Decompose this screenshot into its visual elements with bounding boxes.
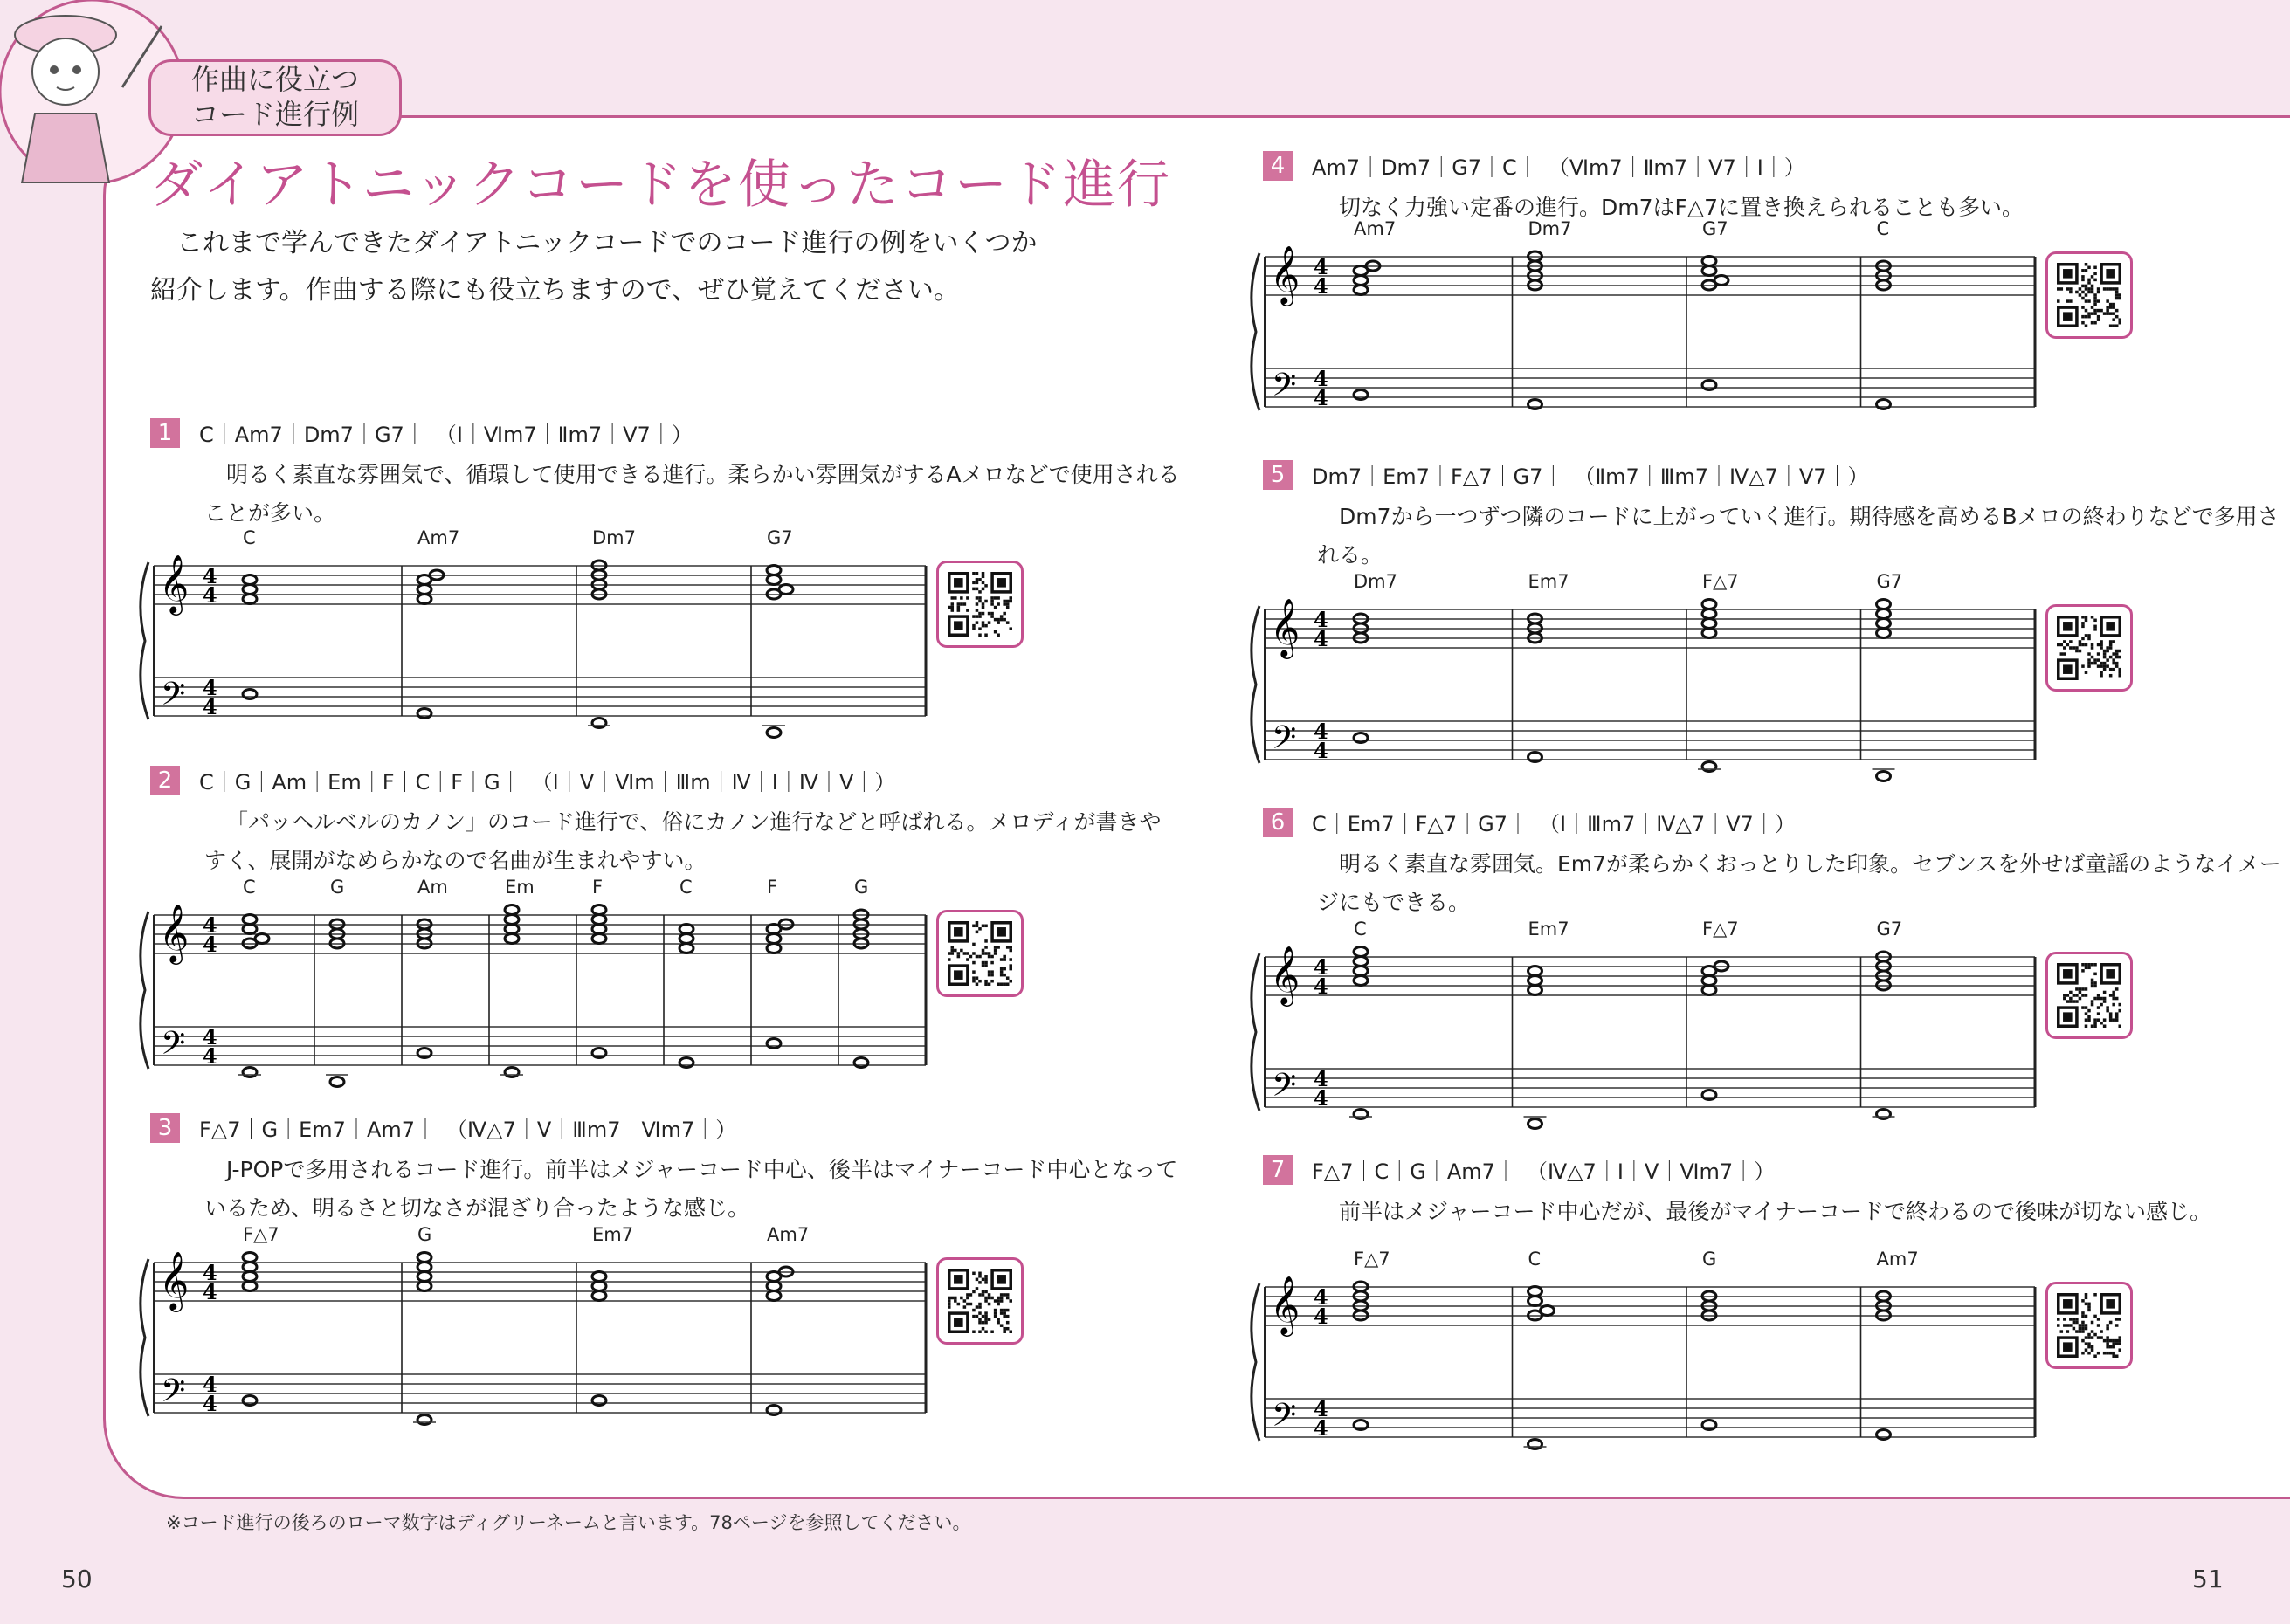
section-number-badge: 4 xyxy=(1263,151,1293,181)
qr-code-icon[interactable] xyxy=(2045,251,2133,339)
treble-note xyxy=(1877,619,1891,629)
treble-note xyxy=(243,575,257,585)
time-signature-bottom: 4 xyxy=(1314,1304,1328,1329)
time-signature-bottom: 4 xyxy=(1314,1415,1328,1441)
time-signature-top: 4 xyxy=(1314,1284,1328,1310)
section-number-badge: 5 xyxy=(1263,460,1293,490)
chord-label: G7 xyxy=(1876,571,1903,592)
treble-note xyxy=(679,925,693,934)
treble-note xyxy=(243,595,257,604)
time-signature-top: 4 xyxy=(1314,366,1328,391)
bass-note xyxy=(1702,1091,1716,1100)
bass-clef-icon: 𝄢 xyxy=(161,676,186,720)
chord-label: Em7 xyxy=(1528,919,1569,939)
time-signature-top: 4 xyxy=(1314,1396,1328,1421)
treble-note xyxy=(1702,619,1716,629)
treble-note xyxy=(1354,957,1368,967)
treble-note xyxy=(592,1291,606,1301)
chord-label: C xyxy=(1528,1249,1542,1270)
treble-note xyxy=(1528,986,1542,995)
treble-note xyxy=(592,925,606,934)
section-header xyxy=(1263,1154,1775,1184)
chord-label: G xyxy=(417,1224,432,1245)
bass-note xyxy=(592,719,606,728)
time-signature-top: 4 xyxy=(1314,607,1328,632)
grand-staff xyxy=(1244,1256,2040,1448)
section-header xyxy=(150,417,693,447)
bass-note xyxy=(1354,733,1368,743)
section-description: Dm7から一つずつ隣のコードに上がっていく進行。期待感を高めるBメロの終わりなどで多用される。 xyxy=(1317,504,2280,568)
treble-note xyxy=(1702,976,1716,986)
qr-pattern xyxy=(2057,963,2121,1028)
chord-label: G xyxy=(854,877,869,898)
bass-note xyxy=(1528,1440,1542,1449)
chord-label: G xyxy=(330,877,345,898)
chord-label: C xyxy=(243,527,256,548)
tag-line-1: 作曲に役立つ xyxy=(190,63,359,96)
bass-note xyxy=(1877,1430,1891,1440)
chord-label: Am7 xyxy=(1354,218,1397,239)
treble-note xyxy=(1354,276,1368,286)
treble-clef-icon: 𝄞 xyxy=(159,1250,190,1310)
treble-note xyxy=(417,1253,431,1263)
bass-clef-icon: 𝄢 xyxy=(1272,367,1297,411)
treble-note xyxy=(1528,967,1542,976)
chord-label: G7 xyxy=(1876,919,1903,939)
treble-note xyxy=(1528,1287,1542,1297)
treble-note xyxy=(1354,976,1368,986)
section-number-badge: 6 xyxy=(1263,808,1293,837)
chord-label: F△7 xyxy=(243,1224,279,1245)
treble-note xyxy=(1702,609,1716,619)
treble-clef-icon: 𝄞 xyxy=(1270,244,1300,304)
brace xyxy=(1252,953,1259,1111)
section-description: 「パッヘルベルのカノン」のコード進行で、俗にカノン進行などと呼ばれる。メロディが書きやすく、展開がなめらかなので名曲が生まれやすい。 xyxy=(204,809,1162,873)
section-description: 切なく力強い定番の進行。Dm7はF△7に置き換えられることも多い。 xyxy=(1339,195,2024,220)
time-signature-bottom: 4 xyxy=(203,1279,217,1304)
bass-note xyxy=(1528,753,1542,762)
treble-note xyxy=(1702,600,1716,609)
treble-note xyxy=(767,944,781,953)
chord-label: Am7 xyxy=(1876,1249,1919,1270)
treble-note xyxy=(417,1282,431,1291)
brace xyxy=(1252,253,1259,410)
section-tag xyxy=(148,59,402,136)
bass-note xyxy=(679,1058,693,1068)
treble-note xyxy=(417,1263,431,1272)
bass-note xyxy=(1528,400,1542,409)
section-header xyxy=(150,1112,736,1142)
treble-note xyxy=(679,944,693,953)
brace xyxy=(1252,606,1259,763)
bass-note xyxy=(854,1058,868,1068)
brace xyxy=(141,562,148,719)
chord-label: Am7 xyxy=(417,527,460,548)
chord-label: F△7 xyxy=(1702,571,1739,592)
treble-note xyxy=(1702,986,1716,995)
treble-note xyxy=(505,925,519,934)
treble-note xyxy=(767,575,781,585)
grand-staff xyxy=(133,884,931,1076)
time-signature-top: 4 xyxy=(1314,954,1328,980)
treble-clef-icon: 𝄞 xyxy=(159,903,190,962)
treble-note xyxy=(243,1272,257,1282)
section-header xyxy=(150,765,895,795)
time-signature-bottom: 4 xyxy=(203,694,217,719)
treble-note xyxy=(243,1263,257,1272)
time-signature-bottom: 4 xyxy=(203,582,217,608)
treble-note xyxy=(767,1291,781,1301)
qr-code-icon[interactable] xyxy=(936,910,1024,997)
time-signature-top: 4 xyxy=(203,563,217,588)
treble-note xyxy=(679,934,693,944)
section-header xyxy=(1263,459,1869,489)
chord-progression-text: F△7｜G｜Em7｜Am7｜ （Ⅳ△7｜Ⅴ｜Ⅲm7｜Ⅵm7｜） xyxy=(199,1118,737,1142)
bass-note xyxy=(243,690,257,699)
grand-staff xyxy=(1244,225,2040,417)
bass-note xyxy=(1354,390,1368,400)
treble-note xyxy=(1528,976,1542,986)
treble-clef-icon: 𝄞 xyxy=(1270,1275,1300,1334)
time-signature-top: 4 xyxy=(203,912,217,938)
chord-label: G7 xyxy=(767,527,793,548)
section-header xyxy=(1263,807,1796,836)
chord-label: Em xyxy=(505,877,535,898)
treble-note xyxy=(1702,257,1716,266)
section-header xyxy=(1263,150,1805,180)
grand-staff xyxy=(1244,926,2040,1118)
chord-progression-text: F△7｜C｜G｜Am7｜ （Ⅳ△7｜Ⅰ｜Ⅴ｜Ⅵm7｜） xyxy=(1312,1160,1776,1184)
intro-text: これまで学んできたダイアトニックコードでのコード進行の例をいくつか紹介します。作曲する際にも役立ちますので、ぜひ覚えてください。 xyxy=(150,228,1038,306)
treble-note xyxy=(417,1272,431,1282)
bass-note xyxy=(767,1039,781,1049)
chord-progression-text: C｜Am7｜Dm7｜G7｜ （Ⅰ｜Ⅵm7｜Ⅱm7｜Ⅴ7｜） xyxy=(199,423,693,447)
chord-label: C xyxy=(1354,919,1367,939)
bass-note xyxy=(1702,762,1716,772)
bass-clef-icon: 𝄢 xyxy=(161,1025,186,1070)
chord-progression-text: C｜G｜Am｜Em｜F｜C｜F｜G｜ （Ⅰ｜Ⅴ｜Ⅵm｜Ⅲm｜Ⅳ｜Ⅰ｜Ⅳ｜Ⅴ｜） xyxy=(199,770,896,795)
grand-staff xyxy=(1244,578,2040,770)
qr-pattern xyxy=(948,1269,1012,1333)
time-signature-bottom: 4 xyxy=(1314,974,1328,999)
time-signature-bottom: 4 xyxy=(1314,738,1328,763)
section-number-badge: 2 xyxy=(150,766,180,795)
brace xyxy=(141,912,148,1069)
time-signature-bottom: 4 xyxy=(1314,626,1328,651)
treble-note xyxy=(1714,276,1728,286)
section-number-badge: 3 xyxy=(150,1113,180,1143)
treble-note xyxy=(1528,1297,1542,1306)
treble-note xyxy=(1877,629,1891,638)
treble-note xyxy=(505,905,519,915)
treble-note xyxy=(767,1282,781,1291)
bass-note xyxy=(505,1068,519,1077)
treble-clef-icon: 𝄞 xyxy=(159,554,190,613)
treble-note xyxy=(767,566,781,575)
treble-clef-icon: 𝄞 xyxy=(1270,945,1300,1004)
time-signature-top: 4 xyxy=(203,1372,217,1397)
section-description: J-POPで多用されるコード進行。前半はメジャーコード中心、後半はマイナーコード中心となっているため、明るさと切なさが混ざり合ったような感じ。 xyxy=(204,1157,1178,1221)
page-number-right: 51 xyxy=(2192,1565,2224,1593)
treble-note xyxy=(243,925,257,934)
bass-note xyxy=(417,1049,431,1058)
treble-note xyxy=(1877,600,1891,609)
time-signature-bottom: 4 xyxy=(1314,1085,1328,1111)
brace xyxy=(141,1259,148,1416)
chord-label: G xyxy=(1702,1249,1717,1270)
chord-label: Am7 xyxy=(767,1224,810,1245)
chord-label: F△7 xyxy=(1354,1249,1390,1270)
time-signature-bottom: 4 xyxy=(1314,385,1328,410)
qr-pattern xyxy=(948,921,1012,986)
bass-clef-icon: 𝄢 xyxy=(1272,1067,1297,1111)
chord-label: F△7 xyxy=(1702,919,1739,939)
qr-code-icon[interactable] xyxy=(2045,1282,2133,1369)
section-number-badge: 1 xyxy=(150,418,180,448)
time-signature-top: 4 xyxy=(203,1260,217,1285)
treble-clef-icon: 𝄞 xyxy=(1270,597,1300,657)
treble-note xyxy=(779,585,793,595)
chord-label: Dm7 xyxy=(592,527,636,548)
chord-label: C xyxy=(243,877,256,898)
page-heading: ダイアトニックコードを使ったコード進行 xyxy=(150,155,1171,216)
treble-note xyxy=(505,934,519,944)
qr-code-icon[interactable] xyxy=(2045,952,2133,1039)
bass-note xyxy=(592,1396,606,1406)
treble-note xyxy=(592,915,606,925)
treble-note xyxy=(243,585,257,595)
chord-label: Am xyxy=(417,877,448,898)
chord-label: C xyxy=(1876,218,1890,239)
section-number-badge: 7 xyxy=(1263,1155,1293,1185)
bass-note xyxy=(417,709,431,719)
footnote: ※コード進行の後ろのローマ数字はディグリーネームと言います。78ページを参照してください。 xyxy=(166,1512,971,1533)
treble-note xyxy=(1354,286,1368,295)
section-description: 明るく素直な雰囲気で、循環して使用できる進行。柔らかい雰囲気がするAメロなどで使用されることが多い。 xyxy=(204,462,1180,526)
time-signature-bottom: 4 xyxy=(1314,273,1328,299)
time-signature-bottom: 4 xyxy=(203,1391,217,1416)
bass-note xyxy=(1877,1110,1891,1119)
treble-note xyxy=(592,1282,606,1291)
chord-label: Dm7 xyxy=(1354,571,1397,592)
chord-progression-text: Dm7｜Em7｜F△7｜G7｜ （Ⅱm7｜Ⅲm7｜Ⅳ△7｜Ⅴ7｜） xyxy=(1312,464,1869,489)
time-signature-top: 4 xyxy=(1314,254,1328,279)
bass-note xyxy=(592,1049,606,1058)
time-signature-bottom: 4 xyxy=(203,932,217,957)
treble-note xyxy=(1354,967,1368,976)
chord-label: G7 xyxy=(1702,218,1728,239)
qr-pattern xyxy=(948,572,1012,637)
tag-line-2: コード進行例 xyxy=(190,98,359,131)
bass-note xyxy=(1354,1110,1368,1119)
time-signature-top: 4 xyxy=(1314,719,1328,744)
qr-pattern xyxy=(2057,616,2121,680)
bass-note xyxy=(1354,1421,1368,1430)
chord-label: Dm7 xyxy=(1528,218,1572,239)
treble-note xyxy=(505,915,519,925)
bass-note xyxy=(1702,1421,1716,1430)
treble-note xyxy=(1877,609,1891,619)
treble-note xyxy=(243,1282,257,1291)
qr-code-icon[interactable] xyxy=(2045,604,2133,692)
treble-note xyxy=(243,915,257,925)
bass-clef-icon: 𝄢 xyxy=(161,1373,186,1417)
bass-note xyxy=(243,1396,257,1406)
chord-label: Em7 xyxy=(592,1224,634,1245)
bass-note xyxy=(1877,400,1891,409)
page-number-left: 50 xyxy=(61,1565,93,1593)
brace xyxy=(1252,1283,1259,1441)
treble-note xyxy=(417,585,431,595)
treble-note xyxy=(592,905,606,915)
time-signature-top: 4 xyxy=(1314,1066,1328,1091)
time-signature-top: 4 xyxy=(203,1024,217,1049)
chord-label: F xyxy=(592,877,604,898)
qr-pattern xyxy=(2057,1293,2121,1358)
treble-note xyxy=(592,1272,606,1282)
treble-note xyxy=(1702,266,1716,276)
chord-progression-text: Am7｜Dm7｜G7｜C｜ （Ⅵm7｜Ⅱm7｜Ⅴ7｜Ⅰ｜） xyxy=(1312,155,1805,180)
grand-staff xyxy=(133,1231,931,1423)
grand-staff xyxy=(133,534,931,726)
treble-note xyxy=(767,934,781,944)
bass-clef-icon: 𝄢 xyxy=(1272,1397,1297,1442)
bass-note xyxy=(417,1415,431,1425)
treble-note xyxy=(1354,947,1368,957)
bass-note xyxy=(767,1406,781,1415)
qr-pattern xyxy=(2057,263,2121,327)
treble-note xyxy=(243,1253,257,1263)
qr-code-icon[interactable] xyxy=(936,1257,1024,1345)
bass-note xyxy=(243,1068,257,1077)
treble-note xyxy=(255,934,269,944)
chord-progression-text: C｜Em7｜F△7｜G7｜ （Ⅰ｜Ⅲm7｜Ⅳ△7｜Ⅴ7｜） xyxy=(1312,812,1796,836)
qr-code-icon[interactable] xyxy=(936,561,1024,648)
chord-label: Em7 xyxy=(1528,571,1569,592)
treble-note xyxy=(592,934,606,944)
section-description: 前半はメジャーコード中心だが、最後がマイナーコードで終わるので後味が切ない感じ。 xyxy=(1339,1199,2212,1224)
treble-note xyxy=(417,595,431,604)
treble-note xyxy=(1702,629,1716,638)
chord-label: C xyxy=(679,877,693,898)
section-description: 明るく素直な雰囲気。Em7が柔らかくおっとりした印象。セブンスを外せば童謡のようなイメージにもできる。 xyxy=(1317,851,2282,915)
treble-note xyxy=(1541,1306,1555,1316)
time-signature-top: 4 xyxy=(203,675,217,700)
time-signature-bottom: 4 xyxy=(203,1043,217,1069)
bass-note xyxy=(1702,381,1716,390)
bass-clef-icon: 𝄢 xyxy=(1272,719,1297,764)
chord-label: F xyxy=(767,877,778,898)
